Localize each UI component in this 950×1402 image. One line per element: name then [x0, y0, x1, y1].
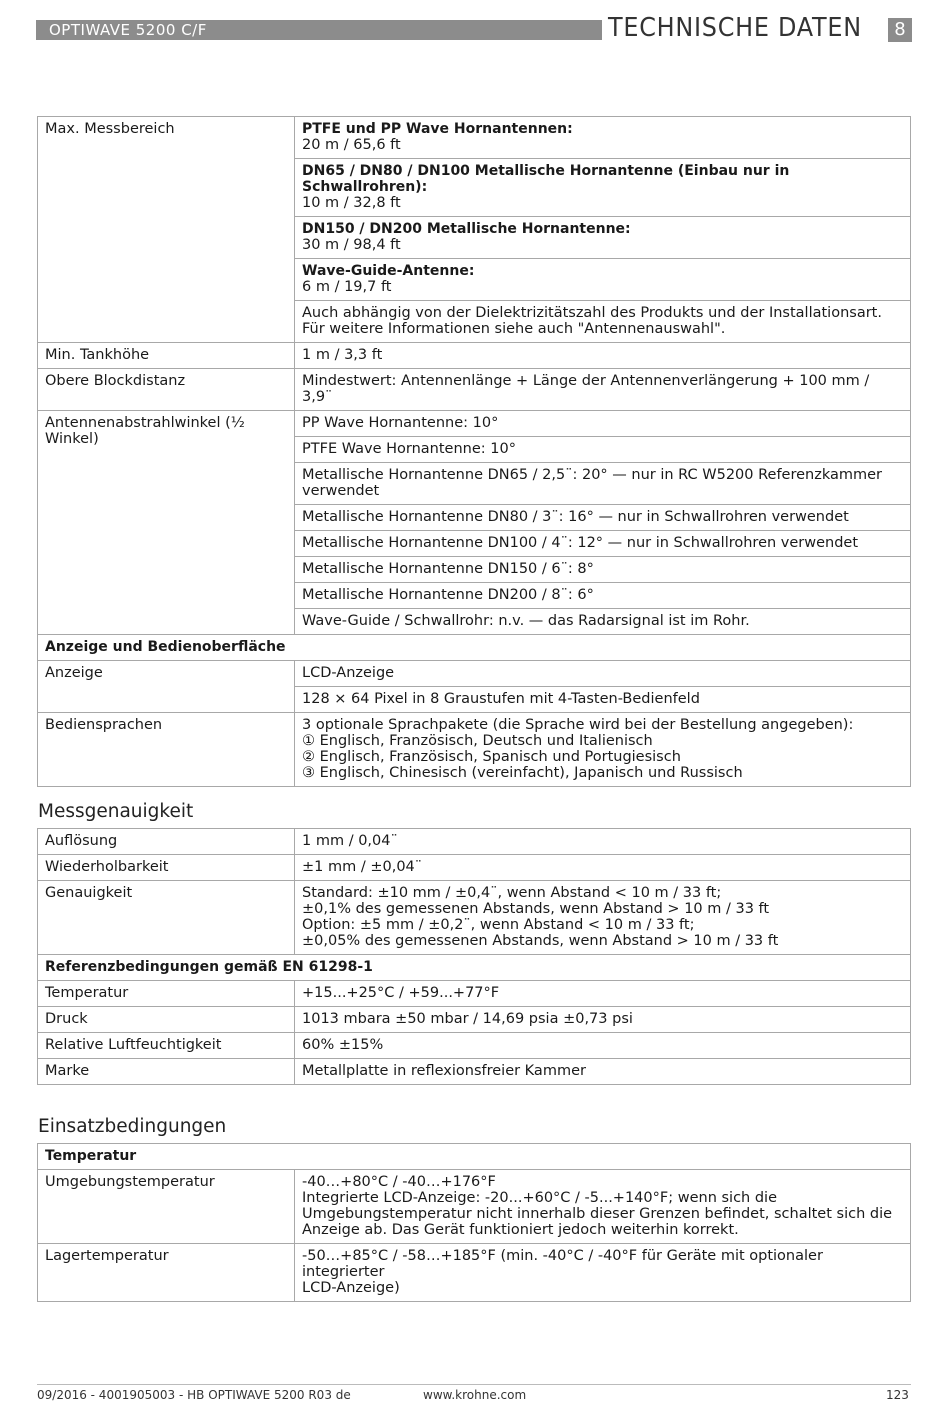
row-value: Auch abhängig von der Dielektrizitätszahl des Produkts und der Installationsart. Für weitere Informationen siehe auch "Antennenauswahl". — [295, 301, 911, 343]
row-value: ±1 mm / ±0,04¨ — [295, 855, 911, 881]
header-title: TECHNISCHE DATEN — [608, 13, 862, 43]
row-value: Metallische Hornantenne DN65 / 2,5¨: 20° — nur in RC W5200 Referenzkammer verwendet — [295, 463, 911, 505]
row-label: Temperatur — [38, 981, 295, 1007]
spec-table-accuracy — [37, 828, 911, 1085]
row-value: Metallische Hornantenne DN100 / 4¨: 12° — nur in Schwallrohren verwendet — [295, 531, 911, 557]
row-label: Lagertemperatur — [38, 1244, 295, 1302]
table-row — [38, 369, 911, 411]
table-row — [38, 881, 911, 955]
row-value: 1 mm / 0,04¨ — [295, 829, 911, 855]
row-value: 128 × 64 Pixel in 8 Graustufen mit 4-Tasten-Bedienfeld — [295, 687, 911, 713]
row-value: Metallische Hornantenne DN150 / 6¨: 8° — [295, 557, 911, 583]
footer-page-number: 123 — [886, 1388, 909, 1402]
table-row — [38, 411, 911, 437]
row-value: -50…+85°C / -58…+185°F (min. -40°C / -40°F für Geräte mit optionaler integrierter LCD-Anzeige) — [295, 1244, 911, 1302]
table-row — [38, 343, 911, 369]
row-value: Wave-Guide-Antenne: 6 m / 19,7 ft — [295, 259, 911, 301]
row-value: Standard: ±10 mm / ±0,4¨, wenn Abstand < 10 m / 33 ft; ±0,1% des gemessenen Abstands, wenn Abstand > 10 m / 33 ft Option: ±5 mm / ±0,2¨, wenn Abstand < 10 m / 33 ft; ±0,05% des gemessenen Abstands, wenn Abstand > 10 m / 33 ft — [295, 881, 911, 955]
table-row — [38, 1033, 911, 1059]
row-value: Metallplatte in reflexionsfreier Kammer — [295, 1059, 911, 1085]
chapter-number: 8 — [888, 18, 912, 42]
row-label: Antennenabstrahlwinkel (½ Winkel) — [38, 411, 295, 635]
section-row: Referenzbedingungen gemäß EN 61298-1 — [38, 955, 911, 981]
row-value: DN65 / DN80 / DN100 Metallische Hornantenne (Einbau nur in Schwallrohren): 10 m / 32,8 ft — [295, 159, 911, 217]
table-row — [38, 981, 911, 1007]
table-row — [38, 1170, 911, 1244]
row-value: PTFE und PP Wave Hornantennen: 20 m / 65,6 ft — [295, 117, 911, 159]
row-label: Bediensprachen — [38, 713, 295, 787]
row-label: Umgebungstemperatur — [38, 1170, 295, 1244]
spec-table-operating — [37, 1143, 911, 1302]
row-value: PP Wave Hornantenne: 10° — [295, 411, 911, 437]
row-value: Metallische Hornantenne DN200 / 8¨: 6° — [295, 583, 911, 609]
section-heading-operating: Einsatzbedingungen — [38, 1116, 227, 1137]
table-row — [38, 117, 911, 159]
footer-url[interactable]: www.krohne.com — [423, 1388, 527, 1402]
row-value: 3 optionale Sprachpakete (die Sprache wird bei der Bestellung angegeben): ① Englisch, Französisch, Deutsch und Italienisch ② Englisch, Französisch, Spanisch und Portugiesisch ③ Englisch, Chinesisch (vereinfacht), Japanisch und Russisch — [295, 713, 911, 787]
row-value: -40…+80°C / -40…+176°F Integrierte LCD-Anzeige: -20...+60°C / -5...+140°F; wenn sich die Umgebungstemperatur nicht innerhalb dieser Grenzen befindet, schaltet sich die Anzeige ab. Das Gerät funktioniert jedoch weiterhin korrekt. — [295, 1170, 911, 1244]
table-row — [38, 1059, 911, 1085]
table-row — [38, 713, 911, 787]
table-row — [38, 1244, 911, 1302]
section-heading-accuracy: Messgenauigkeit — [38, 801, 194, 822]
row-value: DN150 / DN200 Metallische Hornantenne: 30 m / 98,4 ft — [295, 217, 911, 259]
row-value: 60% ±15% — [295, 1033, 911, 1059]
table-row — [38, 855, 911, 881]
table-row — [38, 955, 911, 981]
row-value: 1 m / 3,3 ft — [295, 343, 911, 369]
row-label: Wiederholbarkeit — [38, 855, 295, 881]
row-value: Mindestwert: Antennenlänge + Länge der Antennenverlängerung + 100 mm / 3,9¨ — [295, 369, 911, 411]
table-row — [38, 1144, 911, 1170]
section-row: Anzeige und Bedienoberfläche — [38, 635, 911, 661]
row-value: PTFE Wave Hornantenne: 10° — [295, 437, 911, 463]
row-label: Marke — [38, 1059, 295, 1085]
row-label: Min. Tankhöhe — [38, 343, 295, 369]
table-row — [38, 1007, 911, 1033]
header-model: OPTIWAVE 5200 C/F — [49, 21, 207, 39]
row-label: Anzeige — [38, 661, 295, 713]
table-row — [38, 661, 911, 687]
spec-table-range — [37, 116, 911, 787]
row-label: Genauigkeit — [38, 881, 295, 955]
row-value: +15...+25°C / +59...+77°F — [295, 981, 911, 1007]
row-value: LCD-Anzeige — [295, 661, 911, 687]
row-value: Metallische Hornantenne DN80 / 3¨: 16° — nur in Schwallrohren verwendet — [295, 505, 911, 531]
row-label: Max. Messbereich — [38, 117, 295, 343]
section-row: Temperatur — [38, 1144, 911, 1170]
row-value: Wave-Guide / Schwallrohr: n.v. — das Radarsignal ist im Rohr. — [295, 609, 911, 635]
row-label: Obere Blockdistanz — [38, 369, 295, 411]
footer-doc-ref: 09/2016 - 4001905003 - HB OPTIWAVE 5200 R03 de — [37, 1388, 351, 1402]
table-row — [38, 829, 911, 855]
table-row — [38, 635, 911, 661]
row-label: Auflösung — [38, 829, 295, 855]
row-label: Relative Luftfeuchtigkeit — [38, 1033, 295, 1059]
row-label: Druck — [38, 1007, 295, 1033]
row-value: 1013 mbara ±50 mbar / 14,69 psia ±0,73 psi — [295, 1007, 911, 1033]
footer-rule — [37, 1384, 911, 1385]
